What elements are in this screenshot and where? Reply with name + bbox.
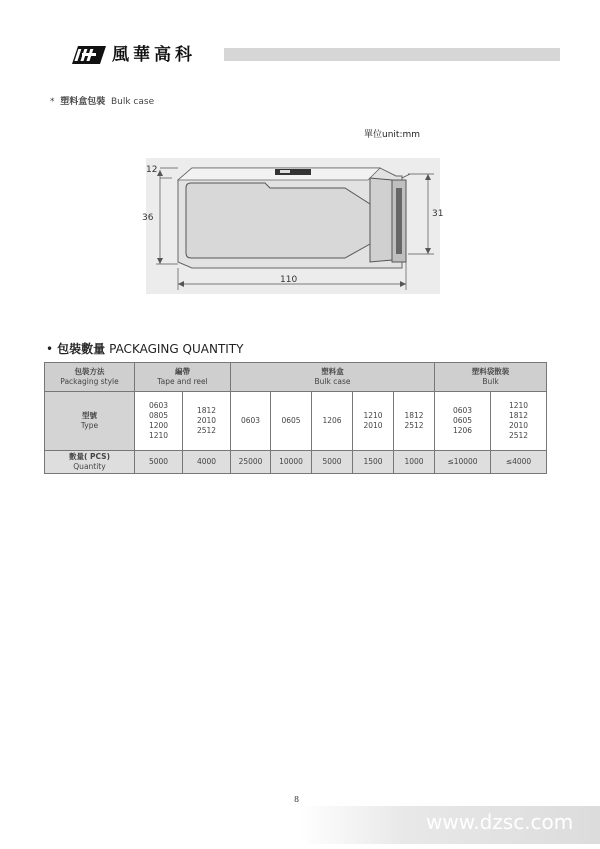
- qty-title-cn: 包裝數量: [57, 342, 106, 356]
- quantity-cell: 5000: [135, 451, 183, 474]
- type-cell: 1210 2010: [353, 392, 394, 451]
- dim-length: 110: [280, 275, 298, 285]
- quantity-cell: ≤4000: [491, 451, 547, 474]
- header-bar: [224, 48, 560, 61]
- type-cell: 1206: [312, 392, 353, 451]
- type-cell: 0605: [271, 392, 312, 451]
- bulk-case-heading: [50, 94, 154, 107]
- type-cell: 0603: [231, 392, 271, 451]
- quantity-cell: 25000: [231, 451, 271, 474]
- dim-end-height: 31: [432, 209, 444, 219]
- table-quantity-row: [45, 451, 547, 474]
- header-packaging-style: 包裝方法 Packaging style: [45, 363, 135, 392]
- type-cell: 0603 0805 1200 1210: [135, 392, 183, 451]
- brand-logo-icon: [72, 44, 106, 66]
- page-header: [72, 44, 560, 70]
- quantity-cell: 1500: [353, 451, 394, 474]
- type-cell: 0603 0605 1206: [435, 392, 491, 451]
- quantity-row-label: 數量( PCS) Quantity: [45, 451, 135, 474]
- type-cell: 1812 2010 2512: [183, 392, 231, 451]
- table-type-row: [45, 392, 547, 451]
- bulk-title-cn: 塑料盒包裝: [60, 97, 106, 107]
- bulk-title-en: Bulk case: [110, 97, 155, 107]
- header-bulk: 塑料袋散裝 Bulk: [435, 363, 547, 392]
- type-cell: 1812 2512: [394, 392, 435, 451]
- quantity-cell: ≤10000: [435, 451, 491, 474]
- type-cell: 1210 1812 2010 2512: [491, 392, 547, 451]
- packaging-quantity-table: [44, 362, 547, 474]
- bulk-case-drawing: [130, 150, 450, 300]
- brand-name: 風華高科: [112, 45, 196, 65]
- header-tape-reel: 編帶 Tape and reel: [135, 363, 231, 392]
- type-row-label: 型號 Type: [45, 392, 135, 451]
- bulk-bullet: *: [50, 97, 55, 107]
- quantity-cell: 10000: [271, 451, 312, 474]
- table-header-row: [45, 363, 547, 392]
- quantity-cell: 1000: [394, 451, 435, 474]
- qty-title-en: PACKAGING QUANTITY: [109, 342, 244, 356]
- quantity-cell: 5000: [312, 451, 353, 474]
- packaging-quantity-heading: [46, 340, 243, 357]
- page-number: 8: [294, 795, 300, 804]
- qty-bullet: •: [46, 342, 54, 356]
- dim-thickness: 12: [146, 165, 158, 175]
- quantity-cell: 4000: [183, 451, 231, 474]
- watermark-text: www.dzsc.com: [426, 810, 574, 834]
- unit-label: 單位unit:mm: [364, 130, 421, 140]
- header-bulk-case: 塑料盒 Bulk case: [231, 363, 435, 392]
- dim-height: 36: [142, 213, 154, 223]
